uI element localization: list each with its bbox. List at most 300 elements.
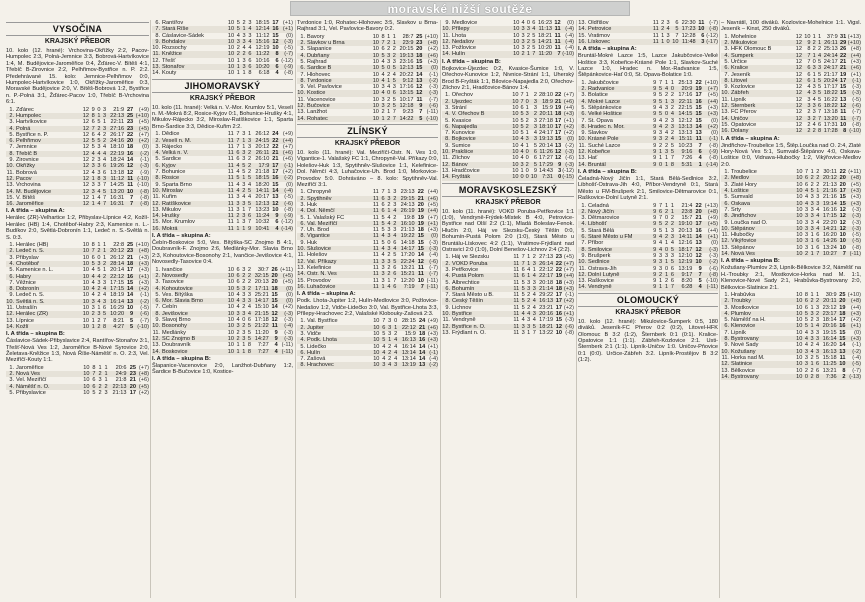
team-name: SC Znojmo B [162, 336, 227, 342]
score: 25:21 [254, 291, 269, 298]
games: 12 [795, 121, 802, 128]
home-away-diff: (-12) [281, 219, 293, 226]
draws: 0 [526, 20, 530, 26]
wins: 7 [520, 92, 524, 99]
wins: 1 [91, 323, 95, 330]
draws: 3 [242, 335, 246, 342]
points: 17 [695, 92, 702, 99]
team-name: Světlá n. S. [16, 299, 82, 305]
score: 11:20 [255, 329, 269, 336]
points: 20 [839, 181, 846, 188]
draws: 2 [664, 136, 669, 143]
team-name: Staré Město u FM [588, 234, 652, 240]
table-row [721, 374, 861, 380]
losses: 2 [392, 46, 396, 53]
wins: 4 [236, 162, 240, 169]
home-away-diff: (-1) [847, 78, 861, 84]
standings-table [721, 34, 861, 135]
team-name: Vacenovice [307, 96, 336, 103]
points: 20 [839, 298, 846, 305]
home-away-diff: (+6) [425, 196, 438, 202]
home-away-diff: (-3) [284, 317, 293, 324]
games: 10 [513, 51, 520, 58]
wins: 2 [659, 142, 663, 149]
draws: 2 [812, 46, 816, 53]
losses: 7 [392, 115, 396, 122]
rank: 6. [721, 323, 731, 329]
games: 12 [795, 84, 802, 91]
team-name: Polná [16, 126, 82, 132]
wins: 1 [659, 278, 663, 285]
group-heading: I. A třída – skupina A: [6, 208, 65, 215]
draws: 1 [812, 33, 816, 40]
score: 17:15 [110, 286, 125, 293]
team-name: Hulín [307, 350, 372, 356]
home-away-diff: (-12) [706, 32, 718, 39]
points: 5 [130, 317, 134, 324]
points: 14 [126, 292, 134, 299]
score: 23:16 [399, 59, 414, 65]
home-away-diff: (-2) [423, 78, 438, 84]
wins: 3 [91, 305, 95, 311]
score: 20:11 [823, 298, 837, 305]
score: 19:15 [822, 329, 837, 336]
points: 16 [695, 227, 702, 234]
points: 6 [694, 149, 702, 155]
points: 23 [126, 119, 134, 126]
wins: 4 [804, 194, 809, 201]
table-row [152, 70, 293, 76]
games: 10 [82, 242, 89, 249]
score: 22:12 [110, 273, 125, 280]
team-name: Sedlnice [588, 259, 652, 265]
score: 13:24 [822, 244, 837, 251]
draws: 2 [242, 279, 246, 286]
rank: 10. [578, 136, 586, 143]
points: 11 [418, 271, 424, 278]
points: 22 [839, 169, 846, 176]
home-away-diff: (+1) [134, 274, 149, 280]
draws: 2 [526, 45, 530, 52]
draws: 3 [242, 156, 246, 163]
losses: 1 [248, 131, 252, 138]
losses: 6 [393, 239, 397, 246]
draws: 1 [387, 277, 391, 284]
wins: 9 [91, 106, 95, 113]
draws: 0 [525, 167, 529, 174]
losses: 3 [531, 99, 539, 105]
losses: 5 [103, 311, 107, 318]
home-away-diff: (-2) [847, 349, 861, 355]
points: 13 [272, 194, 279, 201]
score: 20:11 [539, 111, 553, 118]
standings-table [297, 34, 438, 122]
games: 10 [512, 111, 519, 118]
team-name: Zlaté Hory [731, 181, 757, 188]
table-row [6, 390, 149, 396]
home-away-diff: (0) [854, 329, 861, 336]
losses: 7 [103, 182, 107, 189]
games: 10 [373, 362, 380, 369]
score: 13:14 [399, 350, 418, 356]
rank: 11. [721, 354, 729, 361]
losses: 3 [670, 98, 674, 105]
games: 11 [372, 252, 379, 259]
home-away-diff: (-14) [703, 162, 718, 168]
wins: 3 [804, 348, 808, 355]
points: 16 [272, 26, 279, 33]
team-name: Huk [307, 239, 317, 246]
team-name: Ostrava-Jih [588, 265, 617, 272]
points: 21 [839, 65, 847, 72]
games: 9 [653, 111, 657, 118]
points: 11 [840, 109, 847, 116]
points: 9 [274, 329, 278, 336]
losses: 2 [816, 310, 820, 317]
wins: 6 [236, 156, 240, 163]
draws: 2 [810, 373, 814, 380]
results-text: Jindřichov-Troubelice 1:5, Štěp.Loučka nad O. 2:4, Zlaté Hory-Nová Ves 5:1, Sumvald-Štěpánov 4:0, Oskava-Loštice 0:0, Vidnava-Hlubočky 1:2, Vikýřovice-Medlov 2:0. [721, 142, 861, 168]
games: 10 [82, 260, 89, 267]
points: 17 [554, 123, 562, 130]
draws: 3 [527, 279, 531, 286]
draws: 3 [525, 111, 529, 118]
losses: 5 [817, 90, 822, 97]
rank: 11. [152, 51, 160, 58]
home-away-diff: (+4) [703, 99, 718, 105]
losses: 3 [532, 279, 536, 286]
games: 10 [796, 323, 803, 330]
home-away-diff: (-10) [134, 324, 149, 330]
points: 11 [554, 38, 561, 45]
home-away-diff: (-7) [847, 116, 861, 122]
team-name: Mikulovice [731, 40, 795, 46]
losses: 2 [817, 46, 822, 53]
score: 21:22 [254, 323, 269, 330]
wins: 7 [236, 131, 240, 138]
draws: 3 [242, 285, 246, 292]
rank: 5. [724, 59, 729, 65]
home-away-diff: (-8) [703, 272, 718, 278]
losses: 4 [670, 240, 674, 247]
team-name: Val. Bystřice [307, 318, 338, 325]
rank: 8. [578, 247, 588, 253]
results-text: Bojkovice-Újezdec 0:2, Kvasice-Šumice 1:0, V. Ořechov-Kunovice 1:2, Nivnice-Strání 1:1, Uherský Brod B-Fryšták 1:1, Bílovice-Napajedla 2:0, Ořechov-Zlíchov 2:1, Hradčovice-Bánov 1:4. [442, 65, 574, 91]
home-away-diff: (+3) [138, 279, 149, 286]
losses: 3 [247, 291, 251, 298]
wins: 3 [381, 84, 385, 91]
home-away-diff: (+8) [134, 248, 149, 254]
rank: 4. [152, 150, 162, 156]
points: 15 [126, 279, 134, 286]
draws: 2 [387, 202, 391, 208]
wins: 5 [520, 123, 524, 130]
wins: 3 [804, 232, 809, 239]
home-away-diff: (+2) [282, 304, 293, 311]
results-text: Šlapanice-Vacenovice 2:0, Lanžhot-Dubňany 1:2, Šardice B-Bučovice 1:0, Kostice- [152, 362, 293, 376]
points: 14 [839, 342, 846, 349]
home-away-diff: (+3) [138, 267, 149, 274]
draws: 8 [97, 175, 101, 182]
games: 11 [513, 304, 520, 311]
home-away-diff: (+8) [138, 371, 149, 378]
points: 15 [839, 336, 846, 343]
score: 22:20 [822, 219, 837, 226]
points: 16 [839, 323, 846, 330]
team-name: Pustá Polom [452, 273, 513, 279]
games: 12 [795, 115, 802, 122]
wins: 4 [236, 181, 240, 188]
draws: 3 [664, 252, 669, 259]
rank: 4. [578, 99, 588, 105]
points: 14 [417, 252, 424, 259]
points: 11 [839, 354, 846, 361]
draws: 2 [242, 304, 246, 311]
rank: 14. [297, 115, 305, 122]
points: 16 [272, 175, 279, 182]
games: 10 [227, 348, 234, 355]
games: 10 [796, 367, 803, 374]
points: 19 [695, 86, 702, 93]
wins: 4 [659, 246, 663, 253]
losses: 3 [816, 304, 820, 311]
team-name: Oldřišov [588, 20, 609, 26]
games: 10 [227, 335, 234, 342]
draws: 2 [664, 234, 669, 241]
draws: 2 [387, 46, 391, 53]
wins: 4 [236, 291, 240, 298]
games: 10 [372, 40, 379, 47]
team-name: Přibyslavice [16, 390, 46, 396]
draws: 0 [664, 111, 669, 118]
points: 17 [839, 317, 846, 324]
home-away-diff: (+5) [282, 279, 293, 286]
points: 17 [554, 117, 562, 124]
points: 4 [694, 284, 702, 290]
points: 31 [839, 33, 847, 40]
wins: 5 [659, 227, 663, 234]
losses: 6 [248, 213, 252, 220]
losses: 5 [393, 258, 397, 265]
draws: 3 [812, 90, 816, 97]
column-divider [719, 20, 720, 598]
score: 6:28 [676, 284, 694, 290]
home-away-diff: (0) [286, 32, 293, 39]
team-name: Hradec n. Mor. [588, 124, 652, 130]
rank: 3. [9, 377, 14, 384]
score: 12:18 [399, 103, 414, 110]
draws: 3 [242, 219, 246, 226]
score: 17:9 [253, 163, 271, 169]
draws: 1 [810, 232, 814, 239]
points: 18 [271, 285, 278, 292]
games: 10 [796, 354, 803, 361]
wins: 2 [661, 20, 665, 26]
losses: 5 [817, 96, 822, 103]
losses: 8 [817, 128, 822, 135]
league-heading: KRAJSKÝ PŘEBOR [475, 198, 541, 206]
rank: 9. [581, 130, 586, 137]
home-away-diff: (+3) [707, 105, 718, 111]
home-away-diff: (0) [711, 130, 718, 137]
team-name: Boskovice [162, 349, 227, 355]
team-name: Frýdlant n. O. [452, 329, 486, 336]
rank: 7. [9, 279, 14, 286]
points: 4 [271, 226, 279, 232]
team-name: Slušovice [307, 246, 372, 252]
team-name: Újezdec [452, 99, 512, 105]
draws: 3 [97, 279, 101, 286]
home-away-diff: (+6) [423, 53, 438, 59]
rank: 8. [297, 78, 307, 84]
team-name: Kelefinice [307, 264, 332, 271]
points: 4 [698, 155, 702, 162]
draws: 0 [525, 98, 529, 105]
score: 20:15 [399, 46, 414, 53]
rank: 1. [581, 202, 586, 209]
team-name: Medlov [731, 175, 795, 181]
rank: 14. [442, 51, 450, 58]
games: 10 [796, 219, 803, 226]
score: 21:13 [112, 390, 127, 396]
wins: 2 [661, 26, 665, 33]
wins: 10 [804, 33, 811, 40]
points: 10 [839, 238, 846, 245]
team-name: Šrty [731, 206, 741, 213]
losses: 8 [103, 323, 107, 330]
games: 11 [652, 20, 659, 26]
draws: 1 [525, 92, 529, 99]
team-name: Okřížky [16, 163, 82, 169]
draws: 2 [812, 115, 816, 122]
rank: 15. [297, 277, 305, 284]
games: 11 [372, 283, 379, 290]
draws: 3 [664, 105, 669, 111]
losses: 3 [531, 124, 539, 130]
score: 14:43 [538, 167, 553, 174]
draws: 1 [664, 202, 669, 209]
wins: 6 [804, 175, 809, 182]
team-name: Pelhřimov [16, 138, 82, 144]
points: 10 [839, 244, 846, 251]
points: 5 [698, 278, 702, 285]
rank: 5. [724, 317, 729, 324]
home-away-diff: (-3) [703, 247, 718, 253]
home-away-diff: (+2) [563, 130, 574, 137]
rank: 9. [152, 39, 162, 45]
score: 20:24 [823, 77, 838, 84]
wins: 7 [521, 254, 525, 261]
games: 9 [653, 252, 657, 259]
team-name: Mor. Krumlov [162, 219, 195, 226]
games: 12 [795, 40, 802, 47]
score: 14:17 [398, 246, 416, 252]
home-away-diff: (+4) [707, 227, 718, 234]
points: 20 [416, 46, 423, 53]
rank: 8. [578, 124, 588, 130]
results-text: 10. kolo (11. hrané): Val. Meziříčí-Ostr. N. Ves 1:0, Vigantice-1. Valašský FC 1:1, Chropyně-Val. Příkazy 0:0, Holešov-Huk 1:3, Spytihněv-Slušovice 1:1, Kelefinice-Dol. Němčí 4:3, Luhačovice-Uh. Brod 1:0, Morkovice-Provodov 5:0. Dohráváno – 8. kolo: Spytihněv-Val. Meziříčí 3:1. [297, 149, 438, 188]
points: 12 [554, 20, 561, 26]
score: 10:32 [255, 219, 270, 226]
wins: 7 [804, 53, 813, 59]
rank: 6. [721, 201, 731, 207]
team-name: Vidče [307, 330, 321, 337]
losses: 1 [817, 40, 822, 47]
group-heading: I. A třída – skupina B: [442, 58, 501, 65]
rank: 1. [300, 318, 305, 325]
losses: 7 [103, 194, 107, 201]
rank: 14. [721, 251, 729, 258]
rank: 7. [724, 206, 729, 213]
losses: 2 [247, 279, 251, 286]
score: 32:15 [254, 272, 269, 279]
points: 8 [840, 128, 848, 134]
score: 16:14 [822, 336, 837, 343]
home-away-diff: (+4) [280, 138, 293, 144]
points: 4 [274, 342, 278, 349]
home-away-diff: (-1) [429, 71, 438, 78]
points: 22 [839, 52, 847, 59]
games: 10 [82, 248, 89, 255]
home-away-diff: (-9) [703, 149, 718, 155]
wins: 2 [381, 109, 385, 116]
draws: 3 [97, 144, 101, 151]
team-name: Raškovice [588, 278, 614, 285]
losses: 3 [103, 175, 107, 182]
team-name: Jevišovice [162, 311, 227, 317]
draws: 2 [388, 349, 392, 356]
points: 9 [271, 336, 279, 342]
losses: 5 [817, 71, 822, 78]
games: 10 [796, 317, 803, 324]
draws: 1 [664, 240, 669, 247]
wins: 8 [804, 291, 808, 298]
score: 11:24 [253, 213, 271, 219]
wins: 3 [236, 323, 240, 330]
games: 9 [653, 92, 657, 99]
score: 21:4 [681, 202, 693, 209]
home-away-diff: (-4) [852, 354, 861, 361]
points: 21 [126, 254, 134, 261]
losses: 5 [533, 142, 537, 149]
games: 12 [82, 131, 89, 138]
losses: 5 [248, 200, 252, 207]
home-away-diff: (+3) [563, 111, 574, 118]
rank: 8. [152, 311, 162, 317]
home-away-diff: (-8) [134, 189, 149, 195]
points: 12 [126, 163, 134, 170]
team-name: Šternberk [731, 103, 795, 109]
losses: 3 [816, 317, 820, 324]
draws: 4 [387, 220, 391, 227]
team-name: Lipník [731, 329, 746, 336]
wins: 5 [382, 330, 386, 337]
games: 12 [795, 52, 802, 59]
wins: 2 [804, 367, 808, 374]
rank: 7. [445, 292, 450, 299]
wins: 3 [521, 32, 525, 39]
rank: 5. [581, 227, 586, 234]
standings-table [578, 80, 718, 168]
wins: 4 [236, 317, 240, 324]
games: 10 [82, 267, 89, 274]
rank: 7. [155, 169, 160, 176]
results-text: Podk. Lhota-Jupiter 1:2, Hulín-Medlovice 3:0, Požlovice-Nedašov 1:2, Vidče-Lidečko 3:0, Val. Bystřice-Lhota 3:3, Přílepy-Hrachovec 2:2, Valašské Klobouky-Zašová 2:3. [297, 298, 438, 317]
draws: 1 [97, 242, 101, 249]
team-name: Štěpánov [731, 226, 795, 232]
games: 11 [513, 317, 520, 324]
wins: 5 [659, 86, 663, 93]
